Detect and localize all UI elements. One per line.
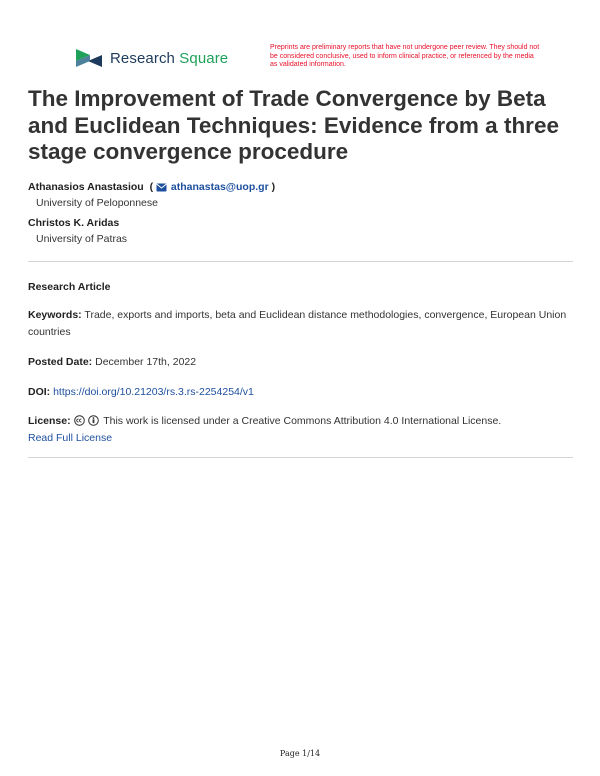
research-square-logo[interactable] xyxy=(74,47,228,69)
doi-link[interactable]: https://doi.org/10.21203/rs.3.rs-2254254/v1 xyxy=(53,386,254,398)
author-1: Athanasios Anastasiou ( athanastas@uop.gr ) xyxy=(28,181,276,193)
author-1-affiliation: University of Peloponnese xyxy=(36,197,158,209)
research-square-logo-icon xyxy=(74,47,104,69)
author-2-name: Christos K. Aridas xyxy=(28,217,120,229)
read-full-license-link[interactable]: Read Full License xyxy=(28,432,113,444)
posted-date-label: Posted Date: xyxy=(28,356,93,368)
doi-block xyxy=(28,384,573,401)
brand-name xyxy=(110,50,228,67)
preprint-notice: Preprints are preliminary reports that have not undergone peer review. They should not be considered conclusive, used to inform clinical practice, or referenced by the media as validated information. xyxy=(270,44,540,68)
posted-date-value: December 17th, 2022 xyxy=(95,356,197,368)
divider-top xyxy=(28,261,573,262)
license-block xyxy=(28,413,573,447)
page-number: Page 1/14 xyxy=(279,749,321,758)
author-1-name: Athanasios Anastasiou xyxy=(28,181,144,193)
divider-bottom xyxy=(28,457,573,458)
posted-date-block xyxy=(28,354,573,371)
keywords-block xyxy=(28,307,573,341)
cc-icon xyxy=(74,415,85,426)
author-2 xyxy=(28,217,119,229)
brand-name-part1: Research xyxy=(110,49,175,67)
envelope-icon xyxy=(156,183,167,192)
author-1-email-link[interactable]: athanastas@uop.gr xyxy=(170,181,269,193)
paper-title: The Improvement of Trade Convergence by Beta and Euclidean Techniques: Evidence from a three stage convergence procedure xyxy=(28,86,559,164)
brand-name-part2: Square xyxy=(179,49,229,67)
license-label: License: xyxy=(28,415,71,427)
keywords-label: Keywords: xyxy=(28,309,82,321)
keywords-value: Trade, exports and imports, beta and Euclidean distance methodologies, convergence, European Union countries xyxy=(28,309,567,338)
author-2-affiliation: University of Patras xyxy=(36,233,128,245)
doi-label: DOI: xyxy=(28,386,51,398)
cc-by-icon xyxy=(88,415,99,426)
article-type: Research Article xyxy=(28,281,111,293)
license-text: This work is licensed under a Creative Commons Attribution 4.0 International License. xyxy=(103,415,502,427)
